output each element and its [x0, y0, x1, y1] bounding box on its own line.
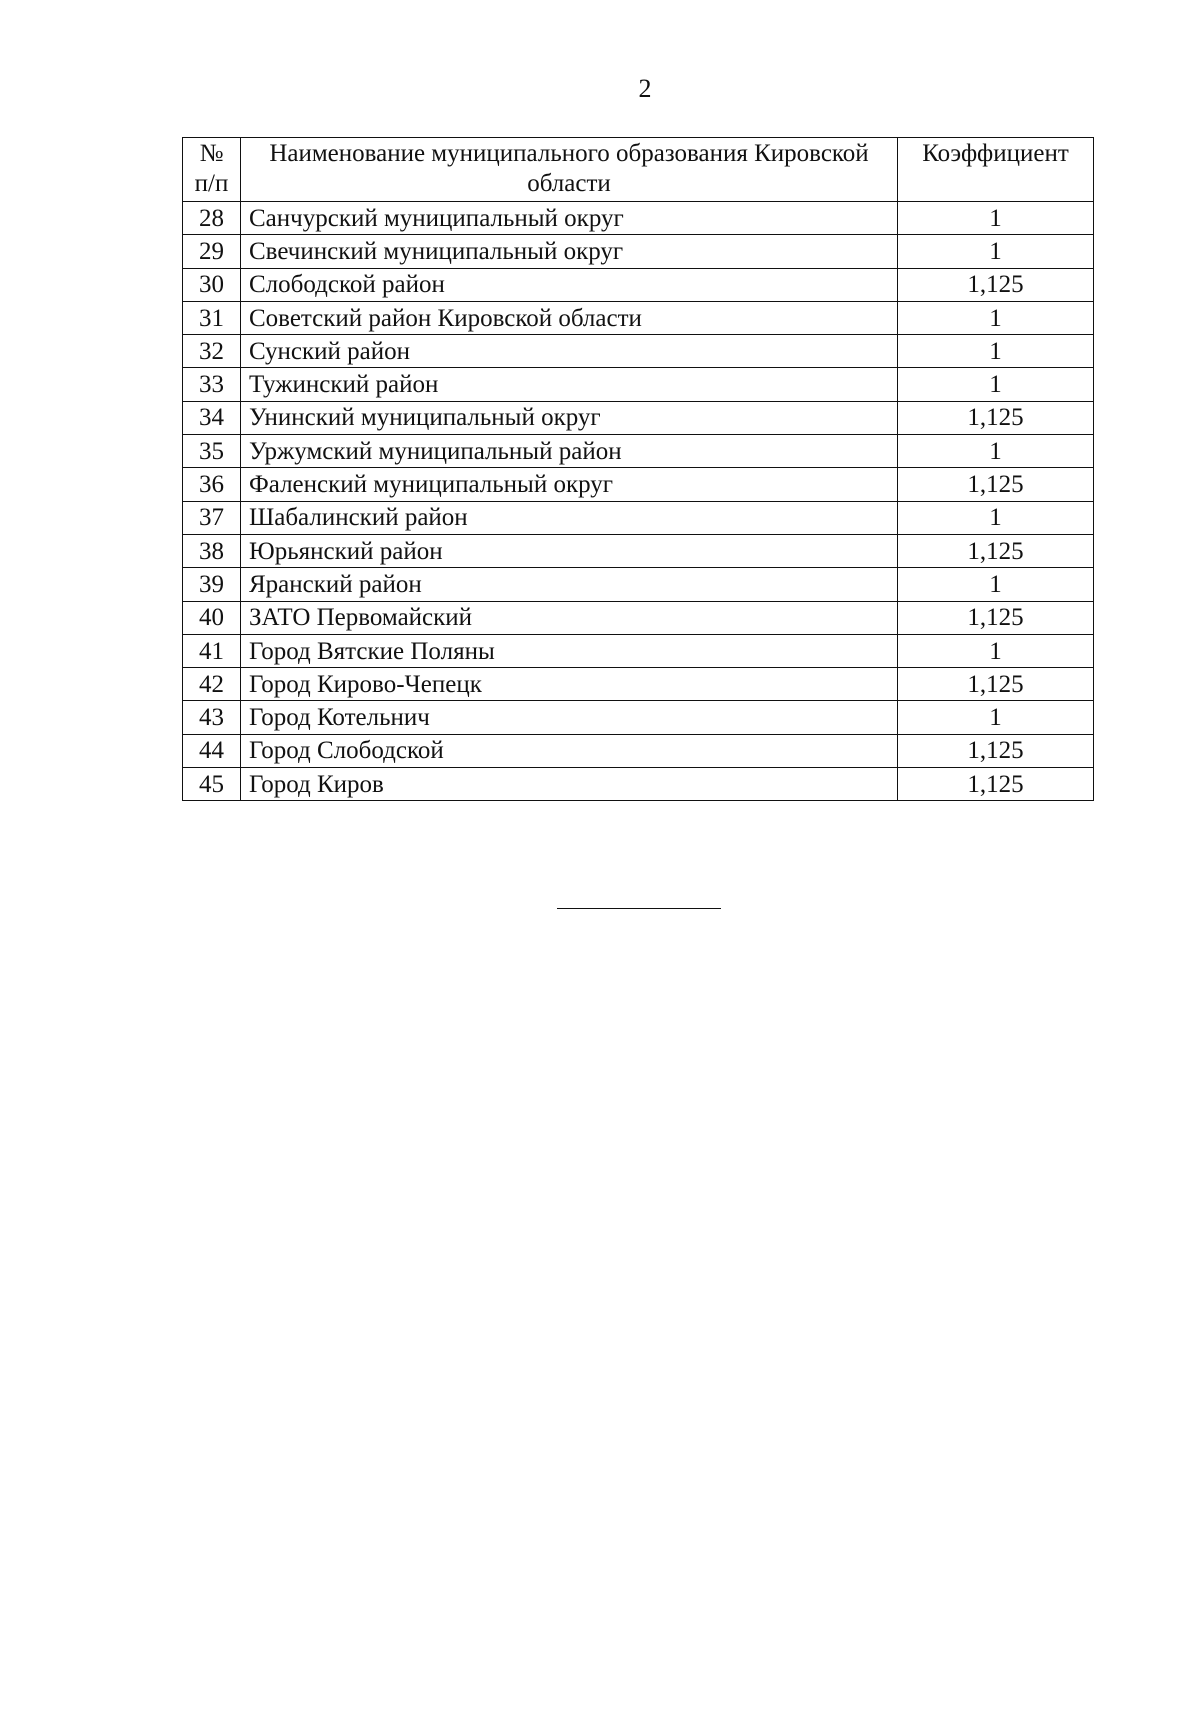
row-number-cell: 36	[183, 468, 241, 501]
coefficient-cell: 1,125	[898, 268, 1094, 301]
row-number-cell: 34	[183, 401, 241, 434]
end-divider	[557, 908, 721, 909]
row-number-cell: 42	[183, 668, 241, 701]
municipality-name-cell: Санчурский муниципальный округ	[241, 202, 898, 235]
municipality-name-cell: Советский район Кировской области	[241, 301, 898, 334]
table-header	[183, 138, 1094, 202]
municipality-name-cell: Свечинский муниципальный округ	[241, 235, 898, 268]
municipality-name-cell: Город Слободской	[241, 734, 898, 767]
coefficient-cell: 1	[898, 701, 1094, 734]
row-number-cell: 38	[183, 534, 241, 567]
row-number-cell: 32	[183, 335, 241, 368]
coefficient-cell: 1	[898, 634, 1094, 667]
table-row	[183, 734, 1094, 767]
coefficient-cell: 1	[898, 235, 1094, 268]
table-row	[183, 601, 1094, 634]
row-number-cell: 44	[183, 734, 241, 767]
table-row	[183, 568, 1094, 601]
table-row	[183, 401, 1094, 434]
row-number-cell: 30	[183, 268, 241, 301]
coefficient-cell: 1,125	[898, 768, 1094, 801]
coefficient-cell: 1	[898, 301, 1094, 334]
header-municipality-name: Наименование муниципального образования Кировской области	[241, 138, 898, 202]
municipality-name-cell: Фаленский муниципальный округ	[241, 468, 898, 501]
table-row	[183, 634, 1094, 667]
row-number-cell: 40	[183, 601, 241, 634]
municipality-name-cell: Город Кирово-Чепецк	[241, 668, 898, 701]
header-coefficient: Коэффициент	[898, 138, 1094, 202]
table-row	[183, 701, 1094, 734]
coefficient-cell: 1,125	[898, 468, 1094, 501]
table-row	[183, 368, 1094, 401]
municipality-name-cell: Город Киров	[241, 768, 898, 801]
coefficient-cell: 1	[898, 501, 1094, 534]
table-row	[183, 435, 1094, 468]
table-row	[183, 534, 1094, 567]
municipality-name-cell: Город Вятские Поляны	[241, 634, 898, 667]
table-row	[183, 202, 1094, 235]
municipality-name-cell: Яранский район	[241, 568, 898, 601]
coefficient-cell: 1	[898, 368, 1094, 401]
coefficient-cell: 1	[898, 568, 1094, 601]
table-body	[183, 202, 1094, 801]
coefficient-cell: 1	[898, 435, 1094, 468]
coefficient-cell: 1,125	[898, 734, 1094, 767]
table-row	[183, 468, 1094, 501]
table-row	[183, 501, 1094, 534]
municipality-name-cell: ЗАТО Первомайский	[241, 601, 898, 634]
table-row	[183, 668, 1094, 701]
row-number-cell: 31	[183, 301, 241, 334]
row-number-cell: 45	[183, 768, 241, 801]
row-number-cell: 41	[183, 634, 241, 667]
coefficient-cell: 1,125	[898, 601, 1094, 634]
table-row	[183, 268, 1094, 301]
table-row	[183, 301, 1094, 334]
table-row	[183, 768, 1094, 801]
municipality-name-cell: Город Котельнич	[241, 701, 898, 734]
table-row	[183, 335, 1094, 368]
row-number-cell: 33	[183, 368, 241, 401]
municipality-name-cell: Юрьянский район	[241, 534, 898, 567]
coefficient-table	[182, 137, 1094, 801]
row-number-cell: 29	[183, 235, 241, 268]
header-row	[183, 138, 1094, 202]
municipality-name-cell: Сунский район	[241, 335, 898, 368]
page-number: 2	[638, 74, 652, 103]
table-row	[183, 235, 1094, 268]
row-number-cell: 39	[183, 568, 241, 601]
municipality-name-cell: Слободской район	[241, 268, 898, 301]
coefficient-cell: 1	[898, 335, 1094, 368]
row-number-cell: 35	[183, 435, 241, 468]
municipality-name-cell: Уржумский муниципальный район	[241, 435, 898, 468]
municipality-name-cell: Шабалинский район	[241, 501, 898, 534]
row-number-cell: 37	[183, 501, 241, 534]
coefficient-cell: 1	[898, 202, 1094, 235]
row-number-cell: 43	[183, 701, 241, 734]
coefficient-cell: 1,125	[898, 534, 1094, 567]
header-number: № п/п	[183, 138, 241, 202]
coefficient-cell: 1,125	[898, 401, 1094, 434]
coefficient-cell: 1,125	[898, 668, 1094, 701]
municipality-name-cell: Тужинский район	[241, 368, 898, 401]
row-number-cell: 28	[183, 202, 241, 235]
municipality-name-cell: Унинский муниципальный округ	[241, 401, 898, 434]
